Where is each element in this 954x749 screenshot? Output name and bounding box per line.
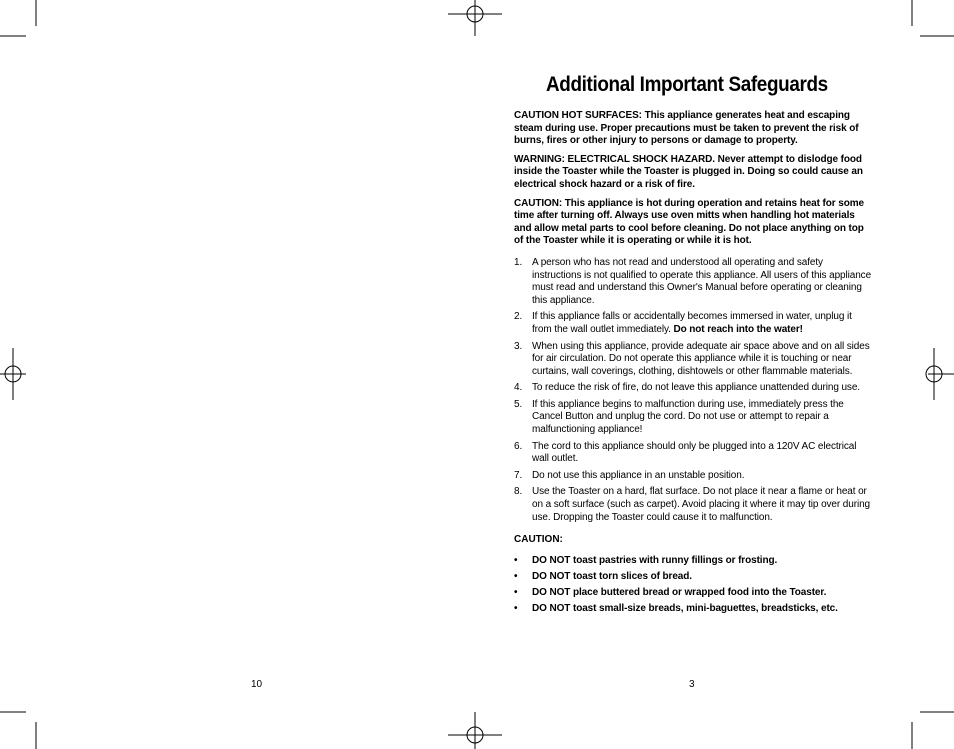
caution-hot-surfaces: CAUTION HOT SURFACES: This appliance generates heat and escaping steam during use. Proper precautions must be taken to prevent the risk of burns, fires or other injury to persons or damage to property.: [514, 110, 859, 147]
item-text: If this appliance begins to malfunction during use, immediately press the Cancel Button and unplug the cord. Do not use or attempt to repair a malfunctioning appliance!: [532, 398, 844, 436]
bullet-item: [514, 587, 872, 600]
registration-mark-left: [0, 348, 26, 400]
item-number: 5.: [514, 398, 523, 410]
item-text: Use the Toaster on a hard, flat surface. Do not place it near a flame or heat or on a soft surface (such as carpet). Avoid placing it where it may tip over during use. Dropping the Toaster could cause it to malfunction.: [532, 486, 870, 523]
page-content: [514, 72, 872, 619]
caution-heading: CAUTION:: [514, 534, 563, 546]
item-number: 2.: [514, 311, 523, 323]
bullet-icon: •: [514, 570, 518, 582]
bullet-icon: •: [514, 603, 518, 615]
item-text: Do not use this appliance in an unstable position.: [532, 469, 745, 481]
item-text: A person who has not read and understood all operating and safety instructions is not qualified to operate this appliance. All users of this appliance must read and understand this Owner's Manual before operating or cleaning this appliance.: [532, 256, 872, 306]
registration-mark-bottom: [448, 712, 502, 749]
list-item: [514, 470, 872, 483]
item-number: 6.: [514, 440, 523, 452]
registration-mark-top: [448, 0, 502, 36]
list-item: [514, 486, 872, 524]
item-number: 7.: [514, 469, 523, 481]
registration-mark-right: [926, 348, 954, 400]
item-text: If this appliance falls or accidentally becomes immersed in water, unplug it from the wall outlet immediately.: [532, 311, 852, 335]
item-text: When using this appliance, provide adequate air space above and on all sides for air circulation. Do not operate this appliance while it is touching or near curtains, wall coverings, clothing, dishtowels or other flammable materials.: [532, 340, 870, 377]
bullet-text: DO NOT place buttered bread or wrapped food into the Toaster.: [532, 587, 827, 598]
item-text: The cord to this appliance should only be plugged into a 120V AC electrical wall outlet.: [532, 440, 857, 465]
item-text: To reduce the risk of fire, do not leave this appliance unattended during use.: [532, 382, 860, 394]
list-item: [514, 382, 872, 395]
bullet-text: DO NOT toast pastries with runny fillings or frosting.: [532, 554, 778, 566]
bullet-icon: •: [514, 587, 518, 598]
bullet-item: [514, 603, 872, 616]
list-item: [514, 399, 872, 437]
item-number: 8.: [514, 486, 523, 498]
item-text-wrap: [532, 311, 872, 336]
list-item: [514, 257, 872, 307]
item-number: 4.: [514, 382, 523, 394]
list-item: [514, 311, 872, 336]
list-item: [514, 341, 872, 379]
page-number-left: 10: [251, 679, 263, 690]
bullet-text: DO NOT toast torn slices of bread.: [532, 570, 692, 582]
item-number: 1.: [514, 256, 523, 268]
bullet-text: DO NOT toast small-size breads, mini-baguettes, breadsticks, etc.: [532, 603, 838, 615]
bullet-item: [514, 555, 872, 568]
page-number-right: 3: [689, 679, 695, 690]
list-item: [514, 441, 872, 466]
caution-hot-appliance: CAUTION: This appliance is hot during operation and retains heat for some time after turning off. Always use oven mitts when handling hot materials and allow metal parts to cool before cleaning. Do not place anything on top of the Toaster while it is operating or while it is hot.: [514, 197, 864, 247]
page-title: Additional Important Safeguards: [546, 73, 828, 96]
caution-bullets: [514, 555, 872, 616]
item-number: 3.: [514, 340, 523, 352]
bullet-icon: •: [514, 554, 518, 566]
bullet-item: [514, 571, 872, 584]
safeguards-list: [514, 257, 872, 524]
item-bold-text: Do not reach into the water!: [673, 323, 803, 335]
warning-electrical-shock: WARNING: ELECTRICAL SHOCK HAZARD. Never attempt to dislodge food inside the Toaster while the Toaster is plugged in. Doing so could cause an electrical shock hazard or a risk of fire.: [514, 153, 863, 190]
